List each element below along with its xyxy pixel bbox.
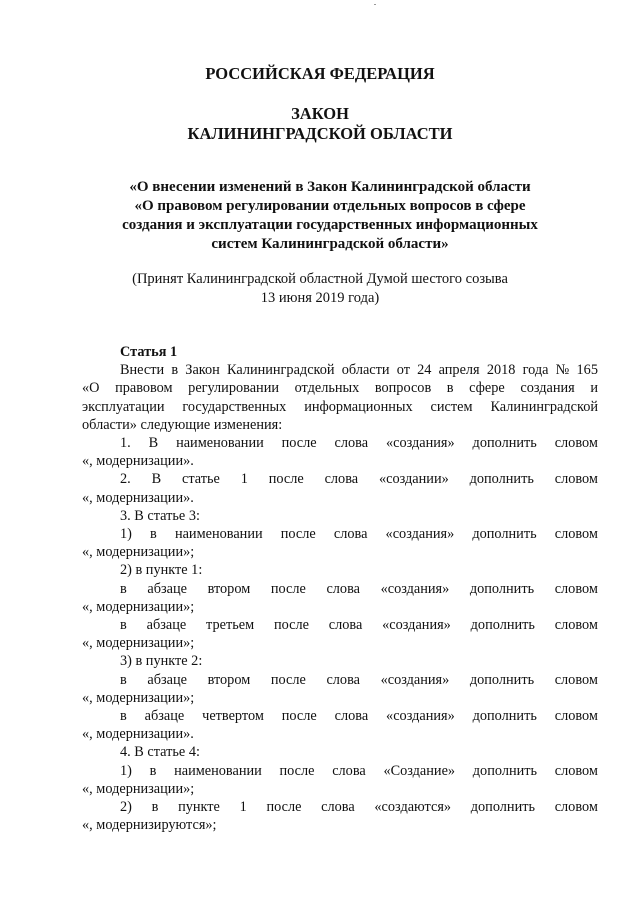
word: после (279, 762, 315, 779)
word: года (522, 362, 549, 379)
word: 165 (576, 362, 598, 379)
article-heading: Статья 1 (120, 344, 178, 360)
word: Закон (185, 362, 220, 379)
word: дополнить (472, 435, 537, 452)
word: «создания» (386, 708, 455, 725)
word: после (268, 471, 304, 488)
word: дополнить (472, 526, 537, 543)
word: словом (554, 580, 598, 597)
word: государственных (182, 398, 287, 415)
word: в (120, 671, 127, 688)
amendment-item (82, 525, 598, 543)
word: втором (207, 671, 251, 688)
word: абзаце (144, 708, 185, 725)
amendment-item-continuation: «, модернизации»; (82, 689, 195, 706)
word: в (171, 362, 179, 379)
law-title-line2: «О правовом регулировании отдельных вопросов в сфере (134, 198, 526, 214)
adoption-note (80, 270, 560, 308)
amendment-item: 2) в пункте 1: (120, 562, 203, 579)
word: словом (554, 526, 598, 543)
word: 1) (120, 526, 132, 543)
amendment-item (82, 762, 598, 780)
word: информационных (304, 398, 413, 415)
word: после (281, 708, 317, 725)
word: «Создание» (383, 762, 456, 779)
amendment-item (82, 470, 598, 488)
word: после (270, 580, 306, 597)
word: 24 (417, 362, 432, 379)
word: слова (334, 708, 369, 725)
word: слова (321, 799, 355, 816)
word: В (148, 435, 159, 452)
word: третьем (206, 617, 255, 634)
word: сфере (469, 380, 505, 397)
law-title (90, 178, 570, 254)
law-heading-line2: КАЛИНИНГРАДСКОЙ ОБЛАСТИ (187, 124, 453, 143)
amendment-item-continuation: «, модернизации». (82, 489, 194, 506)
word: абзаце (147, 671, 187, 688)
word: после (280, 526, 316, 543)
word: абзаце (146, 617, 187, 634)
word: «создания» (380, 671, 450, 688)
word: эксплуатации (82, 398, 165, 415)
word: Внести (120, 362, 165, 379)
word: дополнить (472, 762, 538, 779)
word: слова (326, 671, 360, 688)
word: и (590, 380, 598, 397)
word: 1 (240, 471, 248, 488)
word: слова (328, 617, 363, 634)
word: 1. (120, 435, 131, 452)
word: дополнить (469, 471, 534, 488)
intro-line (82, 379, 598, 397)
word: словом (554, 671, 598, 688)
word: систем (430, 398, 473, 415)
word: В (151, 471, 162, 488)
word: дополнить (469, 580, 535, 597)
word: абзаце (147, 580, 187, 597)
word: отдельных (294, 380, 360, 397)
intro-line (82, 361, 598, 379)
word: словом (554, 471, 598, 488)
word: 2) (120, 799, 132, 816)
amendment-item (82, 707, 598, 725)
amendment-item-continuation: «, модернизации». (82, 453, 194, 470)
amendment-item-continuation: «, модернизации». (82, 726, 194, 743)
word: слова (326, 580, 360, 597)
word: слова (334, 435, 369, 452)
word: 1 (239, 799, 247, 816)
word: после (266, 799, 302, 816)
amendment-item-continuation: «, модернизации»; (82, 598, 195, 615)
word: «О (82, 380, 100, 397)
amendment-item-continuation: «, модернизации»; (82, 780, 195, 797)
word: в (446, 380, 454, 397)
amendment-item-continuation: «, модернизируются»; (82, 817, 217, 834)
word: слова (324, 471, 359, 488)
word: дополнить (472, 708, 537, 725)
law-title-line3: создания и эксплуатации государственных информационных (122, 217, 538, 233)
word: области (341, 362, 390, 379)
word: в (120, 580, 127, 597)
word: в (151, 799, 159, 816)
word: «создания» (382, 617, 451, 634)
word: Калининградской (490, 398, 598, 415)
law-title-line1: «О внесении изменений в Закон Калининградской области (129, 179, 531, 195)
amendment-item-continuation: «, модернизации»; (82, 635, 195, 652)
law-title-line4: систем Калининградской области» (211, 236, 449, 252)
word: в (120, 708, 127, 725)
word: наименовании (176, 435, 264, 452)
intro-line: области» следующие изменения: (82, 416, 283, 433)
amendment-item (82, 671, 598, 689)
word: от (396, 362, 410, 379)
word: создания (520, 380, 575, 397)
word: № (555, 362, 570, 379)
amendment-item (82, 616, 598, 634)
word: в (120, 617, 127, 634)
amendment-item-continuation: «, модернизации»; (82, 544, 195, 561)
word: 1) (120, 762, 132, 779)
word: «создаются» (374, 799, 452, 816)
word: «создания» (380, 580, 450, 597)
word: наименовании (174, 762, 262, 779)
word: дополнить (470, 617, 535, 634)
word: правовом (115, 380, 173, 397)
word: дополнить (470, 799, 535, 816)
word: втором (207, 580, 251, 597)
federation-heading: РОССИЙСКАЯ ФЕДЕРАЦИЯ (205, 64, 435, 83)
word: словом (554, 708, 598, 725)
word: апреля (438, 362, 480, 379)
amendment-item (82, 434, 598, 452)
word: в (149, 762, 157, 779)
word: наименовании (174, 526, 263, 543)
amendment-item: 3) в пункте 2: (120, 653, 203, 670)
word: после (281, 435, 317, 452)
word: 2. (120, 471, 131, 488)
word: пункте (178, 799, 220, 816)
law-heading-line1: ЗАКОН (291, 104, 349, 123)
word: словом (554, 762, 598, 779)
word: после (270, 671, 306, 688)
word: после (273, 617, 309, 634)
word: четвертом (202, 708, 264, 725)
article-body (82, 343, 598, 834)
intro-line (82, 398, 598, 416)
scan-mark (374, 4, 376, 5)
adoption-note-line1: (Принят Калининградской областной Думой шестого созыва (132, 271, 508, 287)
word: словом (554, 799, 598, 816)
amendment-item (82, 580, 598, 598)
word: 2018 (486, 362, 516, 379)
word: вопросов (374, 380, 432, 397)
adoption-note-line2: 13 июня 2019 года) (260, 290, 380, 306)
word: регулировании (188, 380, 279, 397)
amendment-item (82, 798, 598, 816)
word: «создания» (385, 435, 455, 452)
word: словом (554, 617, 598, 634)
amendment-item: 3. В статье 3: (120, 507, 200, 524)
word: Калининградской (227, 362, 335, 379)
word: в (150, 526, 157, 543)
word: словом (554, 435, 598, 452)
word: дополнить (469, 671, 535, 688)
word: «создания» (385, 526, 455, 543)
law-heading (0, 104, 640, 144)
word: слова (332, 762, 366, 779)
amendment-item: 4. В статье 4: (120, 744, 200, 761)
word: слова (333, 526, 368, 543)
word: «создании» (378, 471, 449, 488)
word: статье (182, 471, 220, 488)
